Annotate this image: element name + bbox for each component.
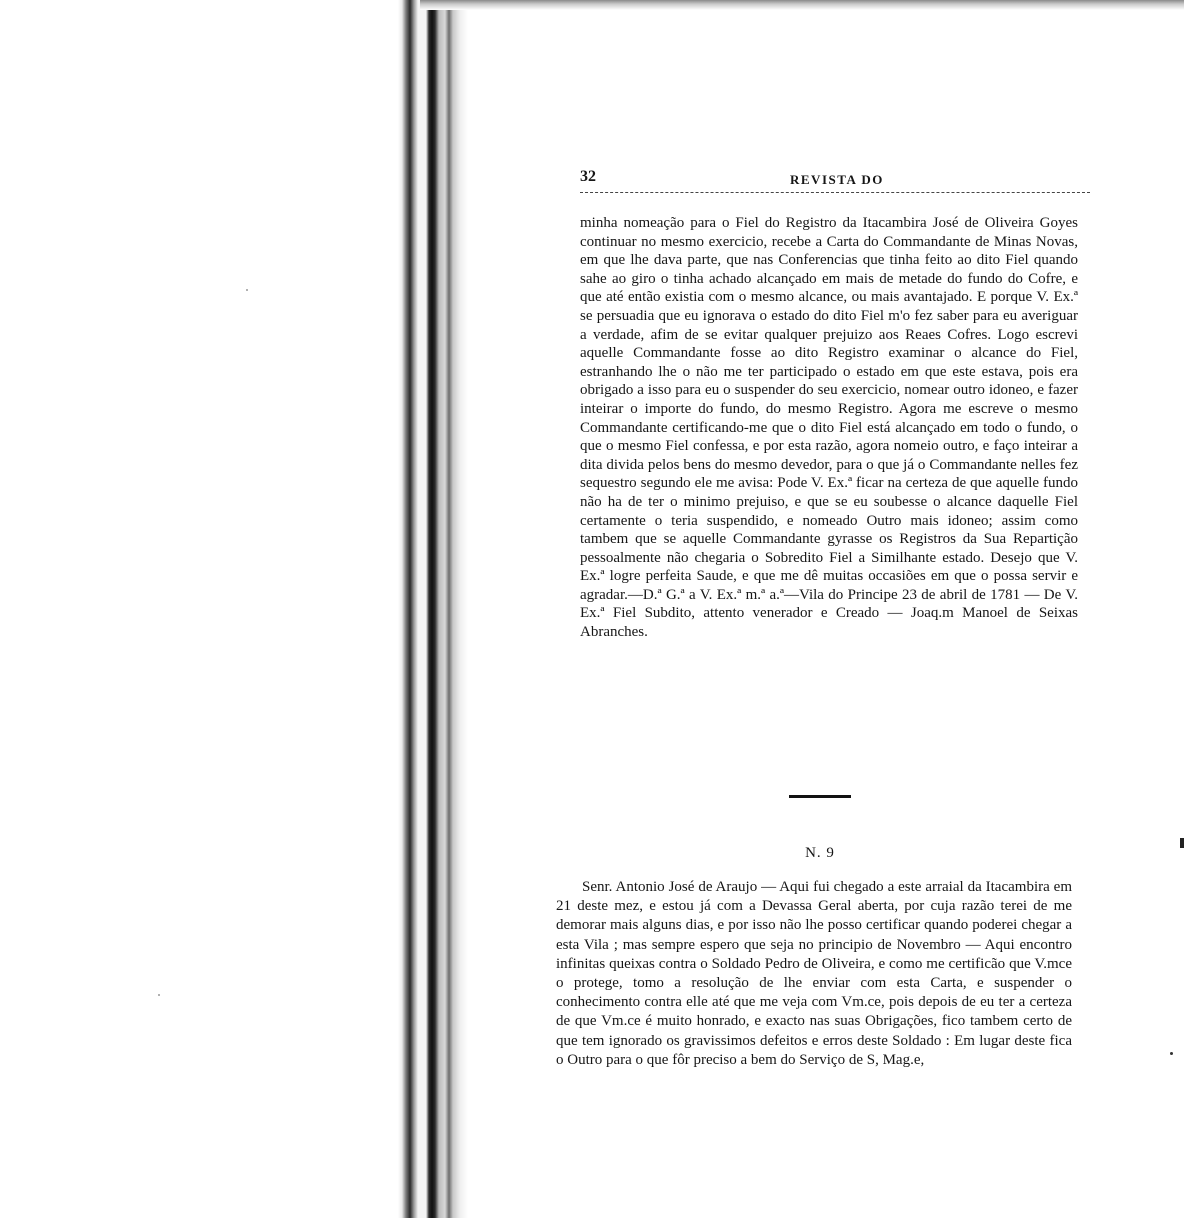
book-gutter: [398, 0, 468, 1218]
running-head: [580, 168, 1090, 196]
section-number: N. 9: [805, 845, 835, 861]
scan-speck: [246, 289, 248, 291]
running-title: REVISTA DO: [790, 172, 884, 187]
scan-speck: [158, 994, 160, 996]
letter-2-body: [556, 878, 1072, 1070]
letter-paragraph: minha nomeação para o Fiel do Registro da Itacambira José de Oliveira Goyes continuar no mesmo exercicio, recebe a Carta do Commandante de Minas Novas, em que lhe dava parte, que nas Conferencias que tinha feito ao dito Fiel quando sahe ao giro o tinha achado alcançado em mais de metade do fundo do Cofre, e que até então existia com o mesmo alcance, ou mais avantajado. E porque V. Ex.ª se persuadia que eu ignorava o estado do dito Fiel m'o fez saber para eu averiguar a verdade, afim de se evitar qualquer prejuizo aos Reaes Cofres. Logo escrevi aquelle Commandante fosse ao dito Registro examinar o alcance do Fiel, estranhando lhe o não me ter participado o estado em que este estava, pois era obrigado a isso para eu o suspender do seu exercicio, nomear outro idoneo, e fazer inteirar o importe do fundo, do mesmo Registro. Agora me escreve o mesmo Commandante certificando-me que o dito Fiel está alcançado em todo o fundo, o que o mesmo Fiel confessa, e por esta razão, agora nomeio outro, e faço inteirar a dita divida pelos bens do mesmo devedor, para o que já o Commandante nelles fez sequestro segundo ele me avisa: Pode V. Ex.ª ficar na certeza de que aquelle fundo não ha de ter o minimo prejuiso, e que se eu soubesse o alcance daquelle Fiel certamente o teria suspendido, e nomeado Outro mais idoneo; assim como tambem que se aquelle Commandante gyrasse os Registros da Sua Repartição pessoalmente não chegaria o Sobredito Fiel a Similhante estado. Desejo que V. Ex.ª logre perfeita Saude, e que me dê muitas occasiões em que o possa servir e agradar.—D.ª G.ª a V. Ex.ª m.ª a.ª—Vila do Principe 23 de abril de 1781 — De V. Ex.ª Fiel Subdito, attento venerador e Creado — Joaq.m Manoel de Seixas Abranches.: [580, 215, 1078, 641]
letter-2-paragraph: Senr. Antonio José de Araujo — Aqui fui chegado a este arraial da Itacambira em 21 deste mez, e estou já com a Devassa Geral aberta, por cuja razão terei de me demorar mais alguns dias, e por isso não lhe posso certificar quando poderei chegar a esta Vila ; mas sempre espero que seja no principio de Novembro — Aqui encontro infinitas queixas contra o Soldado Pedro de Oliveira, e como me certificão que V.mce o protege, tomo a resolução de lhe enviar com esta Carta, e suspender o conhecimento contra elle até que me veja com Vm.ce, pois depois de eu ter a certeza de que Vm.ce é muito honrado, e exacto nas suas Obrigações, fico tambem certo de que tem ignorado os gravissimos defeitos e erros deste Soldado : Em lugar deste fica o Outro para o que fôr preciso a bem do Serviço de S, Mag.e,: [556, 879, 1072, 1068]
page-number: 32: [580, 168, 596, 185]
edge-mark: [1180, 838, 1184, 848]
section-separator: [789, 795, 851, 798]
scan-speck: [1170, 1052, 1173, 1055]
letter-body: [580, 214, 1078, 642]
page-top-edge: [420, 0, 1184, 10]
blank-margin: [0, 0, 400, 1218]
header-rule: [580, 192, 1090, 193]
